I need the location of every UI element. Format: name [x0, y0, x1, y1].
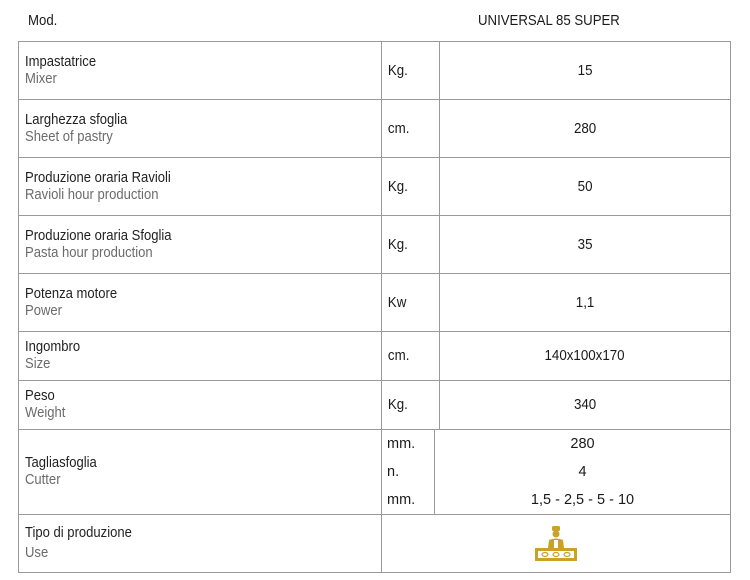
row-label-it: Produzione oraria Ravioli — [25, 169, 171, 186]
row-label-it: Tagliasfoglia — [25, 455, 97, 471]
row-label-en: Use — [25, 545, 49, 561]
row-label-it: Produzione oraria Sfoglia — [25, 227, 172, 244]
mod-header: Mod. — [28, 12, 58, 29]
model-name-header: UNIVERSAL 85 SUPER — [478, 12, 620, 29]
spec-table — [18, 41, 731, 573]
baker-at-counter-icon — [533, 524, 579, 564]
table-row-weight — [19, 381, 731, 430]
row-label-en: Cutter — [25, 472, 61, 488]
row-value: 35 — [577, 236, 593, 253]
cutter-line — [382, 430, 730, 458]
row-label-it: Larghezza sfoglia — [25, 111, 128, 128]
row-label-en: Pasta hour production — [25, 244, 153, 261]
row-label-it: Potenza motore — [25, 285, 118, 302]
cutter-subtable — [382, 430, 730, 514]
row-value: 50 — [577, 178, 593, 195]
row-label-it: Tipo di produzione — [25, 525, 132, 541]
row-value: 340 — [573, 397, 597, 413]
row-unit: Kg. — [387, 397, 408, 413]
row-label-it: Impastatrice — [25, 53, 97, 70]
row-unit: n. — [382, 458, 435, 486]
row-label-en: Power — [25, 302, 62, 319]
table-row-cutter — [19, 430, 731, 515]
table-row-use — [19, 515, 731, 573]
row-label-it: Peso — [25, 388, 55, 404]
row-value: 140x100x170 — [544, 348, 626, 364]
row-label-en: Sheet of pastry — [25, 128, 113, 145]
row-value: 1,1 — [575, 294, 595, 311]
table-row-ravioli-production — [19, 158, 731, 216]
row-unit: Kg. — [387, 236, 408, 253]
table-row-power — [19, 274, 731, 332]
row-unit: mm. — [382, 486, 435, 514]
row-unit: cm. — [387, 120, 410, 137]
row-value: 4 — [578, 464, 587, 480]
table-row-sheet-width — [19, 100, 731, 158]
row-value: 280 — [573, 120, 597, 137]
row-label-it: Ingombro — [25, 339, 81, 355]
row-value: 280 — [570, 436, 595, 452]
row-unit: Kg. — [387, 62, 408, 79]
row-value: 1,5 - 2,5 - 5 - 10 — [530, 492, 635, 508]
row-unit: mm. — [382, 430, 435, 458]
row-label-en: Weight — [25, 405, 66, 421]
table-row-pasta-production — [19, 216, 731, 274]
row-label-en: Ravioli hour production — [25, 186, 159, 203]
row-label-en: Size — [25, 356, 51, 372]
row-value: 15 — [577, 62, 593, 79]
table-row-mixer — [19, 42, 731, 100]
table-row-size — [19, 332, 731, 381]
cutter-line — [382, 486, 730, 514]
row-unit: cm. — [387, 348, 410, 364]
row-label-en: Mixer — [25, 70, 57, 87]
cutter-line — [382, 458, 730, 486]
row-unit: Kw — [387, 294, 407, 311]
row-unit: Kg. — [387, 178, 408, 195]
